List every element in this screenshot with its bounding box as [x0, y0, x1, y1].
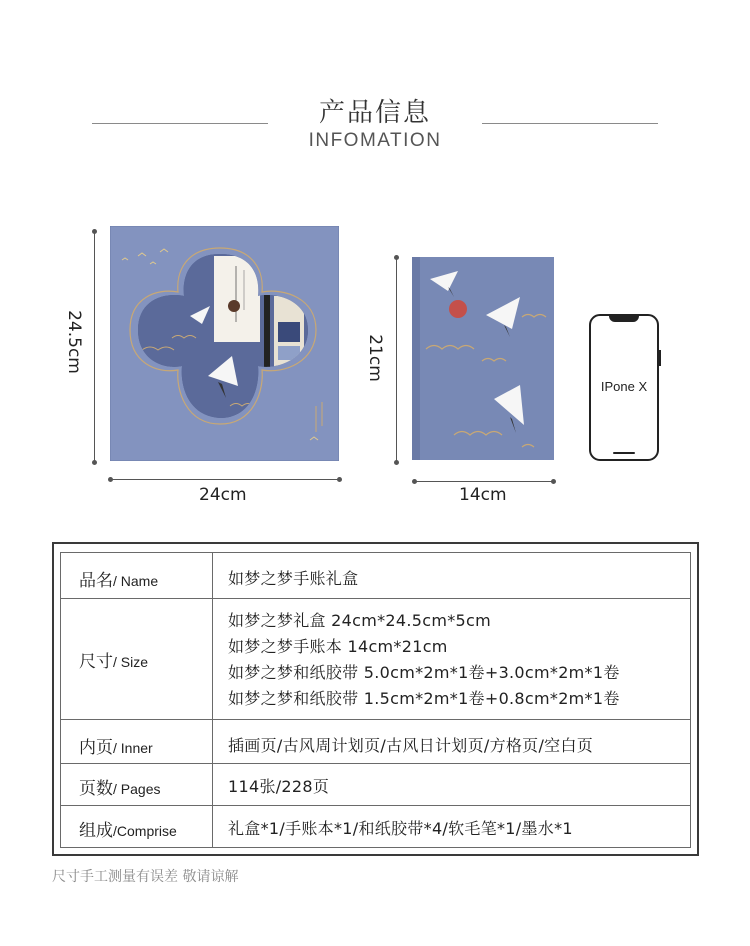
spec-label-cn: 内页 — [79, 738, 113, 758]
gift-box-image — [110, 226, 339, 461]
notebook-width-label: 14cm — [459, 485, 507, 505]
spec-label-name — [79, 566, 158, 591]
spec-label-size — [79, 647, 148, 672]
title-divider-left — [92, 123, 268, 124]
spec-table-column-divider — [212, 552, 213, 848]
phone-label: IPone X — [600, 379, 648, 394]
phone-outline — [589, 314, 659, 461]
phone-home-bar — [613, 452, 635, 454]
spec-label-inner — [79, 733, 153, 758]
spec-label-en: / Size — [113, 654, 149, 670]
spec-label-comprise — [79, 816, 177, 841]
spec-table-row-divider — [60, 805, 691, 806]
notebook-height-label: 21cm — [365, 334, 385, 382]
notebook-height-dimension-line — [396, 258, 397, 462]
spec-value-size-tape-2: 如梦之梦和纸胶带 1.5cm*2m*1卷+0.8cm*2m*1卷 — [228, 689, 620, 708]
spec-label-cn: 品名 — [79, 571, 113, 591]
box-height-dimension-line — [94, 232, 95, 462]
phone-side-button — [659, 350, 661, 366]
spec-label-pages — [79, 774, 160, 799]
box-width-label: 24cm — [199, 485, 247, 505]
spec-label-cn: 组成 — [79, 821, 113, 841]
spec-value-size-notebook: 如梦之梦手账本 14cm*21cm — [228, 637, 448, 656]
box-height-label: 24.5cm — [64, 310, 84, 374]
notebook-image — [412, 257, 554, 460]
spec-value-size-box: 如梦之梦礼盒 24cm*24.5cm*5cm — [228, 611, 491, 630]
spec-value-inner: 插画页/古风周计划页/古风日计划页/方格页/空白页 — [228, 736, 594, 755]
box-width-dimension-line — [111, 479, 339, 480]
spec-value-comprise: 礼盒*1/手账本*1/和纸胶带*4/软毛笔*1/墨水*1 — [228, 819, 573, 838]
measurement-note: 尺寸手工测量有误差 敬请谅解 — [52, 869, 239, 885]
spec-table-row-divider — [60, 598, 691, 599]
spec-value-pages: 114张/228页 — [228, 777, 330, 796]
spec-table-row-divider — [60, 763, 691, 764]
spec-label-en: / Inner — [113, 740, 153, 756]
spec-label-en: / Pages — [113, 781, 161, 797]
spec-label-en: / Name — [113, 573, 159, 589]
notebook-width-dimension-line — [415, 481, 553, 482]
section-title: 产品信息 — [318, 98, 431, 128]
spec-label-cn: 尺寸 — [79, 652, 113, 672]
title-divider-right — [482, 123, 658, 124]
spec-value-size-tape-1: 如梦之梦和纸胶带 5.0cm*2m*1卷+3.0cm*2m*1卷 — [228, 663, 620, 682]
spec-value-name: 如梦之梦手账礼盒 — [228, 569, 359, 588]
section-subtitle: INFOMATION — [308, 130, 442, 151]
spec-label-en: /Comprise — [113, 823, 177, 839]
phone-notch — [609, 316, 639, 322]
spec-label-cn: 页数 — [79, 779, 113, 799]
spec-table-row-divider — [60, 719, 691, 720]
